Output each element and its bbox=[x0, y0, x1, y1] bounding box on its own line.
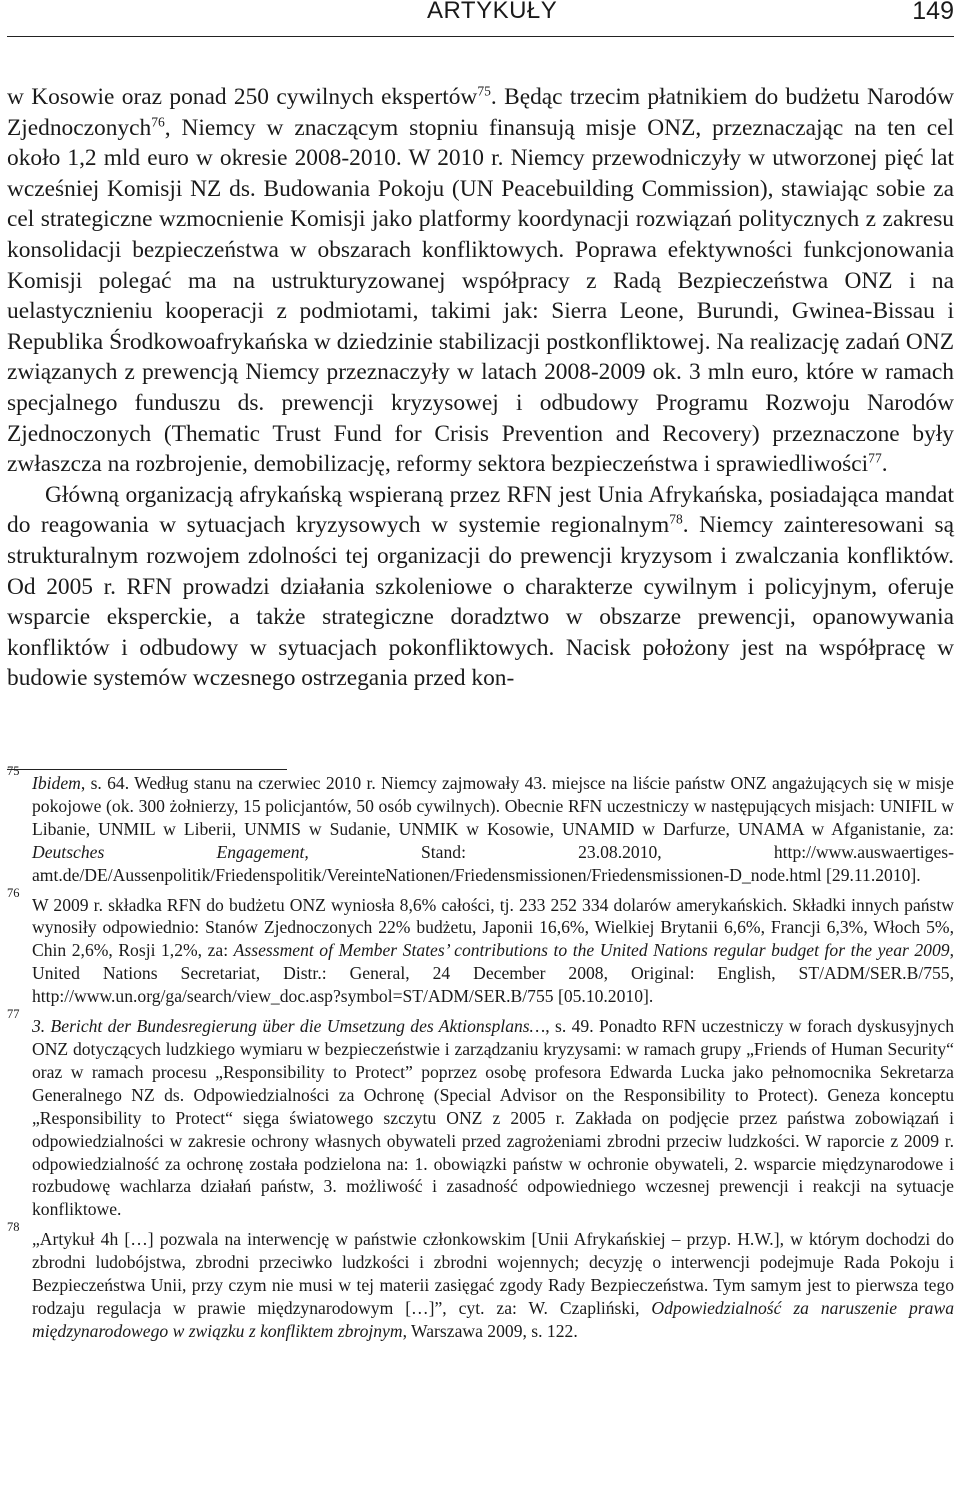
text-run: . bbox=[881, 451, 888, 478]
text-run: , s. 64. Według stanu na czerwiec 2010 r. Niemcy zajmowały 43. miejsce na liście państw ONZ angażujących się w misje pokojowe (ok. 300 żołnierzy, 15 policjantów, 50 osób cywilnych). Obecnie RFN uczestniczy w następujących misjach: UNIFIL w Libanie, UNMIL w Liberii, UNMIS w Sudanie, UNMIK w Kosowie, UNAMID w Darfurze, UNAMA w Afganistanie, za: bbox=[32, 773, 954, 839]
footnote-ref-77: 77 bbox=[868, 450, 882, 466]
text-run: . Niemcy zainteresowani są strukturalnym rozwojem zdolności tej organizacji do prewencji kryzysom i zwalczania konfliktów. Od 2005 r. RFN prowadzi działania szkoleniowe o charakterze cywilnym i policyjnym, oferuje wsparcie eksperckie, a także strategiczne doradztwo w obszarze prewencji, opanowywania konfliktów i odbudowy w sytuacjach pokonfliktowych. Nacisk położony jest na współpracę w budowie systemów wczesnego ostrzegania przed kon- bbox=[7, 512, 954, 692]
running-header bbox=[7, 0, 954, 37]
footnote-ref-75: 75 bbox=[477, 83, 491, 99]
page-number: 149 bbox=[912, 0, 954, 25]
text-run: Ibidem bbox=[32, 773, 81, 793]
text-run: , Niemcy w znaczącym stopniu finansują misje ONZ, przeznaczając na ten cel około 1,2 mld euro w okresie 2008-2010. W 2010 r. Niemcy przewodniczyły w utworzonej pięć lat wcześniej Komisji NZ ds. Budowania Pokoju (UN Peacebuilding Commission), stawiając sobie za cel strategiczne wzmocnienie Komisji jako platformy koordynacji rozwiązań politycznych z zakresu konsolidacji bezpieczeństwa w obszarach konfliktowych. Poprawa efektywności funkcjonowania Komisji polegać ma na ustrukturyzowanej współpracy z Radą Bezpieczeństwa ONZ i na uelastycznieniu kooperacji z podmiotami, takimi jak: Sierra Leone, Burundi, Gwinea-Bissau i Republika Środkowoafrykańska w dziedzinie stabilizacji postkonfliktowej. Na realizację zadań ONZ związanych z prewencją Niemcy przeznaczyły w latach 2008-2009 ok. 3 mln euro, które w ramach specjalnego funduszu ds. prewencji kryzysowej i odbudowy Programu Rozwoju Narodów Zjednoczonych (Thematic Trust Fund for Crisis Prevention and Recovery) przeznaczone były zwłaszcza na rozbrojenie, demobilizację, reformy sektora bezpieczeństwa i sprawiedliwości bbox=[7, 114, 954, 478]
text-run: , Warszawa 2009, s. 122. bbox=[402, 1320, 578, 1341]
text-run: , s. 49. Ponadto RFN uczestniczy w forach dyskusyjnych ONZ dotyczących ludzkiego wymiaru w bezpieczeństwie i zarządzaniu kryzysami: w ramach grupy „Friends of Human Security“ oraz w ramach procesu „Responsibility to Protect” poprzez osobę profesora Edwarda Lucka jako pełnomocnika Sekretarza Generalnego NZ ds. Odpowiedzialności za Ochronę (Special Advisor on the Responsibility to Protect). Geneza konceptu „Responsibility to Protect“ sięga światowego szczytu ONZ z 2005 r. Zakłada on podjęcie przez państwa zobowiązań i odpowiedzialności w zakresie ochrony własnych obywateli przed zagrożeniami zbrodni przeciw ludzkości. W raporcie z 2009 r. odpowiedzialność za ochronę została podzielona na: 1. obowiązki państw w ochronie obywateli, 2. wsparcie międzynarodowe i rozbudowę wachlarza działań państw, 3. możliwość i zasadność odpowiedniego wczesnej prewencji i reakcji na sytuacje konfliktowe. bbox=[32, 1016, 954, 1220]
footnote-number: 78 bbox=[7, 1220, 20, 1235]
text-run: , United Nations Secretariat, Distr.: General, 24 December 2008, Original: English, ST/ADM/SER.B/755, http://www.un.org/ga/search/view_doc.asp?symbol=ST/ADM/SER.B/755 [05.10.2010]. bbox=[32, 940, 954, 1007]
text-run: . Będąc trzecim płatnikiem do budżetu Narodów Zjednoczonych bbox=[7, 84, 954, 141]
text-run: Odpowiedzialność za naruszenie prawa międzynarodowego w związku z konfliktem zbrojnym bbox=[32, 1297, 954, 1341]
footnote-78 bbox=[7, 1220, 954, 1343]
footnote-separator bbox=[7, 769, 287, 770]
footnote-77 bbox=[7, 1007, 954, 1221]
main-text bbox=[7, 82, 954, 694]
footnote-75 bbox=[7, 764, 954, 887]
footnote-number: 75 bbox=[7, 764, 20, 778]
text-run: Assessment of Member States’ contributions to the United Nations regular budget for the year 2009 bbox=[233, 940, 950, 961]
section-title: ARTYKUŁY bbox=[427, 0, 558, 24]
text-run: Główną organizacją afrykańską wspieraną przez RFN jest Unia Afrykańska, posiadająca mandat do reagowania w sytuacjach kryzysowych w systemie regionalnym bbox=[7, 481, 954, 539]
text-run: W 2009 r. składka RFN do budżetu ONZ wyniosła 8,6% całości, tj. 233 252 334 dolarów amerykańskich. Składki innych państw wynosiły odpowiednio: Stanów Zjednoczonych 22% budżetu, Japonii 16,6%, Wielkiej Brytanii 6,6%, Francji 6,3%, Włoch 5%, Chin 2,6%, Rosji 1,2%, za: bbox=[32, 894, 954, 961]
footnote-ref-78: 78 bbox=[669, 511, 683, 527]
text-run: Deutsches Engagement, bbox=[32, 841, 309, 862]
text-run: Stand: 23.08.2010, http://www.auswaertiges-amt.de/DE/Aussenpolitik/Friedenspolitik/VereinteNationen/Friedensmissionen/Friedensmissionen-D_node.html [29.11.2010]. bbox=[32, 841, 954, 885]
footnote-ref-76: 76 bbox=[151, 114, 165, 130]
paragraph bbox=[7, 82, 954, 480]
text-run: „Artykuł 4h […] pozwala na interwencję w państwie członkowskim [Unii Afrykańskiej – przyp. H.W.], w którym dochodzi do zbrodni ludobójstwa, zbrodni przeciwko ludzkości i zbrodni wojennych; decyzję o interwencji podejmuje Rada Pokoju i Bezpieczeństwa Unii, przy czym nie musi w tej materii zasięgać zgody Rady Bezpieczeństwa. Tym samym jest to pierwsza tego rodzaju regulacja w prawie międzynarodowym […]”, cyt. za: W. Czapliński, bbox=[32, 1229, 954, 1318]
footnote-76 bbox=[7, 885, 954, 1009]
footnote-number: 77 bbox=[7, 1007, 20, 1022]
text-run: 3. Bericht der Bundesregierung über die Umsetzung des Aktionsplans… bbox=[32, 1016, 546, 1037]
text-run: w Kosowie oraz ponad 250 cywilnych ekspertów bbox=[7, 84, 478, 110]
footnotes bbox=[7, 764, 954, 1343]
paragraph bbox=[7, 480, 954, 694]
footnote-number: 76 bbox=[7, 885, 20, 900]
